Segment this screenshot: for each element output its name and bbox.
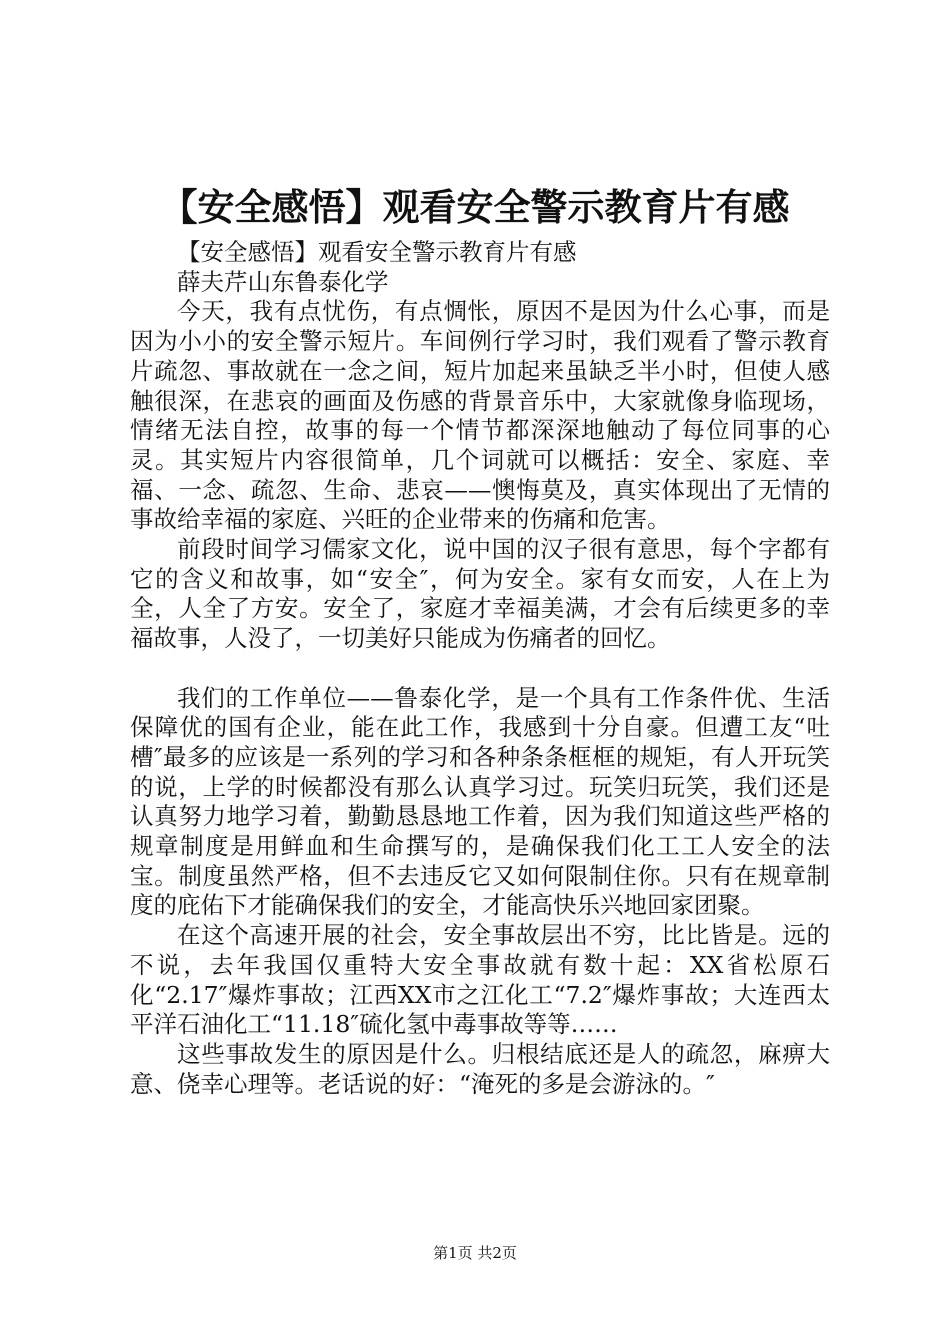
document-title: 【安全感悟】观看安全警示教育片有感 (160, 185, 790, 229)
subtitle-line: 【安全感悟】观看安全警示教育片有感 (177, 238, 577, 266)
body-paragraph: 前段时间学习儒家文化，说中国的汉子很有意思，每个字都有它的含义和故事，如“安全″，何为安全。家有女而安，人在上为全，人全了方安。安全了，家庭才幸福美满，才会有后续更多的幸福故事，人没了，一切美好只能成为伤痛者的回忆。 (130, 535, 830, 653)
page-number-footer: 第1页 共2页 (433, 1244, 517, 1262)
body-paragraph: 我们的工作单位——鲁泰化学，是一个具有工作条件优、生活保障优的国有企业，能在此工作，我感到十分自豪。但遭工友“吐槽″最多的应该是一系列的学习和各种条条框框的规矩，有人开玩笑的说，上学的时候都没有那么认真学习过。玩笑归玩笑，我们还是认真努力地学习着，勤勤恳恳地工作着，因为我们知道这些严格的规章制度是用鲜血和生命撰写的，是确保我们化工工人安全的法宝。制度虽然严格，但不去违反它又如何限制住你。只有在规章制度的庇佑下才能确保我们的安全，才能高快乐兴地回家团聚。 (130, 683, 830, 920)
author-line: 薛夫芹山东鲁泰化学 (177, 267, 389, 296)
body-paragraph: 在这个高速开展的社会，安全事故层出不穷，比比皆是。远的不说，去年我国仅重特大安全事故就有数十起：XX省松原石化“2.17″爆炸事故；江西XX市之江化工“7.2″爆炸事故；大连西太平洋石油化工“11.18″硫化氢中毒事故等等…… (130, 921, 830, 1039)
body-paragraph: 这些事故发生的原因是什么。归根结底还是人的疏忽，麻痹大意、侥幸心理等。老话说的好：“淹死的多是会游泳的。″ (130, 1039, 830, 1098)
body-paragraph: 今天，我有点忧伤，有点惆怅，原因不是因为什么心事，而是因为小小的安全警示短片。车间例行学习时，我们观看了警示教育片疏忽、事故就在一念之间，短片加起来虽缺乏半小时，但使人感触很深，在悲哀的画面及伤感的背景音乐中，大家就像身临现场，情绪无法自控，故事的每一个情节都深深地触动了每位同事的心灵。其实短片内容很简单，几个词就可以概括：安全、家庭、幸福、一念、疏忽、生命、悲哀——懊悔莫及，真实体现出了无情的事故给幸福的家庭、兴旺的企业带来的伤痛和危害。 (130, 297, 830, 534)
document-body (130, 238, 830, 1099)
